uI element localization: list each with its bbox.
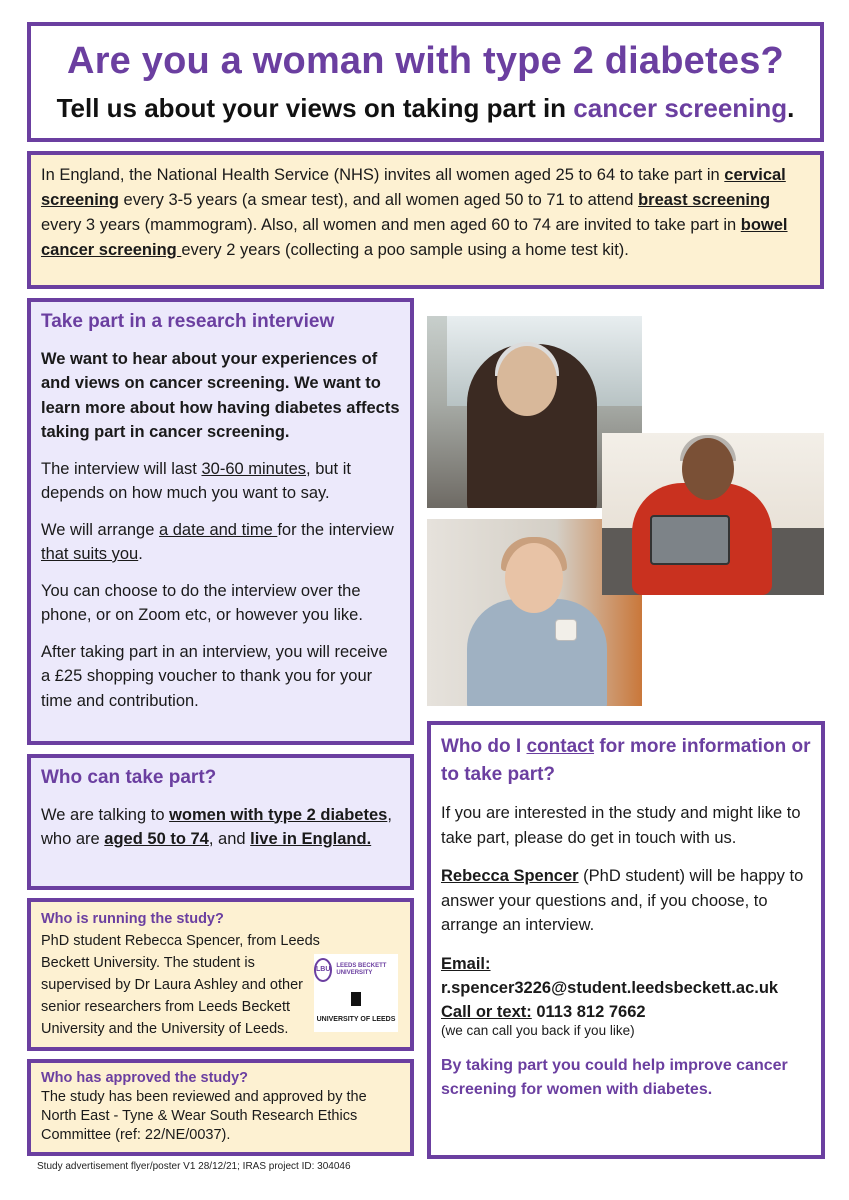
contact-researcher — [441, 864, 811, 938]
contact-heading-b: for more information or to take part? — [441, 736, 811, 785]
cup-shape — [555, 619, 577, 641]
researcher-name: Rebecca Spencer — [441, 867, 579, 885]
contact-heading — [441, 733, 811, 789]
eligibility-heading: Who can take part? — [41, 767, 217, 788]
running-study-box — [27, 898, 414, 1051]
interview-method: You can choose to do the interview over the phone, or on Zoom etc, or however you like. — [41, 581, 363, 624]
contact-details — [441, 952, 811, 1024]
interview-duration — [41, 457, 400, 506]
interview-voucher: After taking part in an interview, you will receive a £25 shopping voucher to thank you for your time and contribution. — [41, 642, 388, 710]
running-text: PhD student Rebecca Spencer, from Leeds Beckett University. The student is supervised by Dr Laura Ashley and other senior researchers from Leeds Beckett University and the University of Leeds. — [41, 933, 320, 1037]
approval-box — [27, 1059, 414, 1156]
subtitle-highlight: cancer screening — [573, 93, 788, 123]
contact-heading-underlined: contact — [526, 736, 595, 757]
person-head — [497, 346, 557, 416]
leeds-beckett-logo — [314, 958, 398, 982]
university-of-leeds-logo — [314, 992, 398, 1031]
interview-bold-text: We want to hear about your experiences of and views on cancer screening. We want to learn more about how having diabetes affects taking part in cancer screening. — [41, 349, 400, 441]
intro-text — [41, 163, 810, 263]
contact-heading-a: Who do I — [441, 736, 527, 757]
interview-heading: Take part in a research interview — [41, 311, 335, 332]
subtitle-prefix: Tell us about your views on taking part in — [56, 93, 574, 123]
email-label: Email: — [441, 954, 491, 973]
eligibility-age: aged 50 to 74 — [104, 830, 209, 848]
interview-box — [27, 298, 414, 745]
contact-box — [427, 721, 825, 1159]
intro-text-2: every 3-5 years (a smear test), and all women aged 50 to 71 to attend — [118, 191, 639, 209]
footer-note: Study advertisement flyer/poster V1 28/12/21; IRAS project ID: 304046 — [37, 1161, 351, 1172]
interview-bold-paragraph — [41, 347, 400, 445]
page-subtitle — [31, 93, 820, 124]
arrange-suits-you: that suits you — [41, 545, 139, 563]
photo-woman-with-tablet — [602, 433, 824, 595]
duration-text-a: The interview will last — [41, 459, 202, 478]
running-heading: Who is running the study? — [41, 911, 224, 927]
arrange-text-b: for the interview — [277, 520, 394, 539]
university-logos — [314, 954, 398, 1032]
person-head — [682, 438, 734, 500]
tablet-icon — [650, 515, 730, 565]
leeds-crest-icon — [351, 992, 361, 1006]
cervical-screening-label: cervical screening — [41, 166, 786, 209]
interview-arrange — [41, 518, 400, 567]
intro-text-4: every 2 years (collecting a poo sample using a home test kit). — [181, 241, 629, 259]
person-head — [505, 543, 563, 613]
duration-value: 30-60 minutes — [201, 459, 307, 478]
bowel-screening-label: bowel cancer screening — [41, 216, 788, 259]
breast-screening-label: breast screening — [638, 191, 771, 209]
leeds-beckett-seal: LBU — [314, 958, 332, 982]
phone-label: Call or text: — [441, 1002, 532, 1021]
person-body — [467, 599, 607, 706]
eligibility-text-b: , who are — [41, 805, 392, 848]
duration-text-b: , but it depends on how much you want to say. — [41, 459, 351, 502]
page-title: Are you a woman with type 2 diabetes? — [67, 40, 784, 82]
approval-text: The study has been reviewed and approved by the North East - Tyne & Wear South Research Ethics Committee (ref: 22/NE/0037). — [41, 1089, 367, 1143]
eligibility-box — [27, 754, 414, 890]
callback-note: (we can call you back if you like) — [441, 1022, 635, 1038]
eligibility-location: live in England. — [250, 830, 372, 848]
eligibility-condition: women with type 2 diabetes — [169, 805, 388, 824]
university-of-leeds-name: UNIVERSITY OF LEEDS — [316, 1016, 396, 1023]
arrange-text-c: . — [138, 545, 143, 563]
intro-text-1: In England, the National Health Service (NHS) invites all women aged 25 to 64 to take part in — [41, 166, 725, 184]
intro-text-3: every 3 years (mammogram). Also, all women and men aged 60 to 74 are invited to take part in — [41, 216, 741, 234]
researcher-text: (PhD student) will be happy to answer your questions and, if you choose, to arrange an interview. — [441, 867, 804, 934]
phone-number[interactable]: 0113 812 7662 — [531, 1002, 646, 1021]
eligibility-text — [41, 803, 400, 852]
leeds-beckett-name: LEEDS BECKETT UNIVERSITY — [336, 963, 387, 976]
header-box — [27, 22, 824, 142]
eligibility-text-a: We are talking to — [41, 805, 170, 824]
approval-heading: Who has approved the study? — [41, 1070, 249, 1086]
arrange-date-time: a date and time — [159, 520, 278, 539]
contact-intro: If you are interested in the study and might like to take part, please do get in touch with us. — [441, 804, 801, 847]
arrange-text-a: We will arrange — [41, 520, 159, 539]
intro-box — [27, 151, 824, 289]
eligibility-text-c: , and — [208, 830, 251, 848]
subtitle-suffix: . — [787, 93, 795, 123]
email-address[interactable]: r.spencer3226@student.leedsbeckett.ac.uk — [441, 978, 779, 997]
closing-statement: By taking part you could help improve cancer screening for women with diabetes. — [441, 1056, 788, 1098]
